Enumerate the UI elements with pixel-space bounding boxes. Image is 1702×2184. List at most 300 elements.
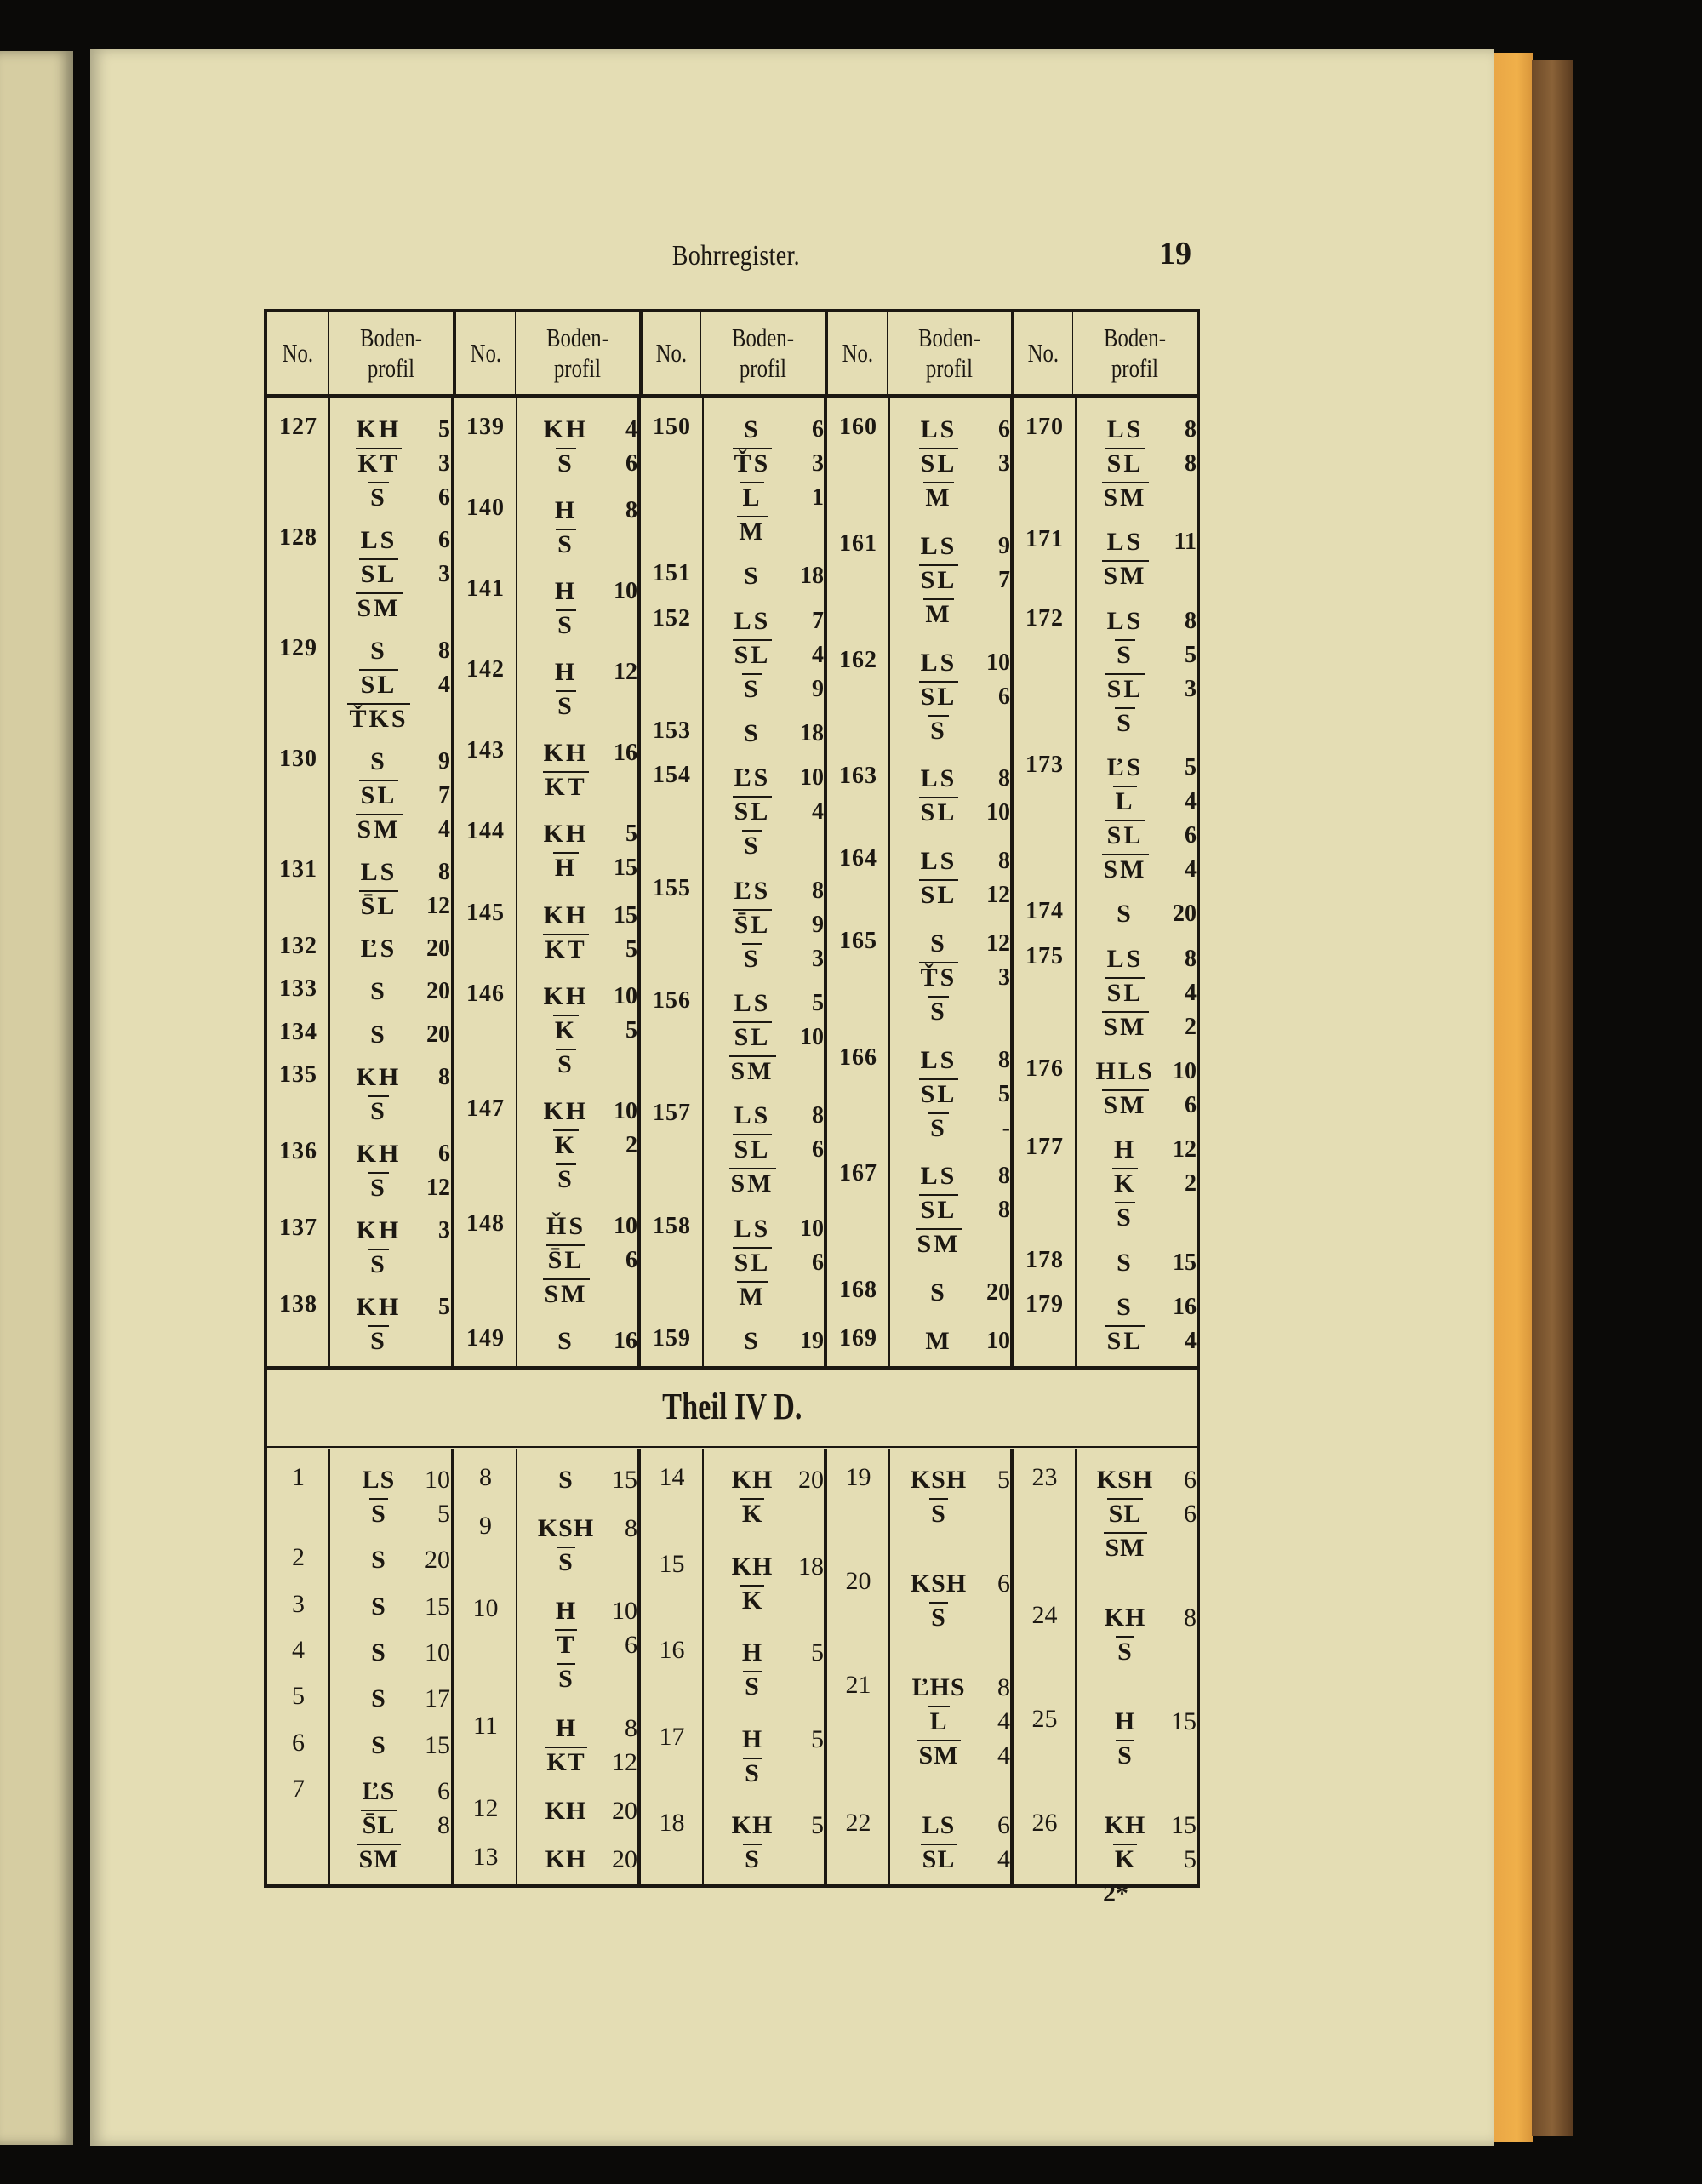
layer-depth: 6 (1184, 1466, 1197, 1494)
layer-depth: 8 (1185, 416, 1197, 443)
profile-layer (341, 478, 451, 512)
boring-number: 5 (292, 1682, 305, 1711)
layer-depth: 9 (812, 911, 824, 938)
layer-name (901, 649, 976, 677)
layer-depth: 8 (1184, 1604, 1197, 1632)
layer-depth: 18 (800, 563, 824, 590)
profile-layer (901, 1273, 1010, 1307)
soil-profile (1076, 410, 1197, 512)
column-group (824, 1449, 1010, 1884)
table-row (267, 972, 451, 1006)
boring-number: 137 (279, 1214, 317, 1241)
facing-page-edge (0, 51, 73, 2145)
layer-code: S (370, 747, 387, 776)
profile-layer (528, 1792, 637, 1826)
table-row (267, 1587, 451, 1621)
layer-name (341, 814, 416, 844)
layer-name (901, 962, 976, 992)
profile-layer (715, 758, 824, 792)
layer-code: S̄L (362, 1810, 396, 1839)
layer-code: LS (920, 1162, 957, 1191)
layer-name (341, 977, 416, 1006)
profile-layer (715, 602, 824, 636)
layer-name (341, 1021, 416, 1049)
table-row (641, 602, 824, 704)
layer-name (528, 1663, 603, 1694)
soil-profile (703, 410, 824, 546)
table-row (454, 653, 637, 721)
layer-code: SL (920, 1079, 957, 1108)
soil-profile (329, 1587, 451, 1621)
soil-profile (1076, 1702, 1197, 1770)
soil-profile (329, 1058, 451, 1126)
layer-code: SL (1106, 674, 1144, 703)
table-row (1014, 748, 1197, 884)
profile-layer (901, 1322, 1010, 1356)
soil-profile (703, 1720, 824, 1788)
layer-depth: 5 (812, 989, 824, 1016)
soil-profile (889, 924, 1010, 1026)
layer-name (715, 909, 790, 940)
table-row (641, 758, 824, 860)
layer-depth: 5 (811, 1638, 824, 1667)
profile-layer (901, 1495, 1010, 1529)
soil-profile (703, 714, 824, 748)
layer-code: S (557, 1049, 574, 1078)
layer-code: S̄L (547, 1245, 585, 1274)
boring-number: 16 (659, 1636, 685, 1664)
boring-number: 179 (1025, 1290, 1064, 1318)
signature-mark: 2* (1103, 1879, 1128, 1907)
layer-depth: 3 (438, 450, 450, 477)
layer-name (715, 1638, 790, 1667)
table-row (267, 1726, 451, 1760)
column-group (267, 398, 451, 1366)
layer-name (901, 1498, 976, 1529)
boring-number: 130 (279, 746, 317, 773)
layer-depth: 6 (625, 1631, 637, 1660)
layer-depth: 2 (625, 1131, 637, 1158)
section-title-text: Theil IV D. (661, 1385, 802, 1427)
soil-profile (329, 1288, 451, 1356)
table-row (827, 410, 1010, 512)
profile-layer (1088, 636, 1197, 670)
layer-name (715, 1215, 790, 1244)
profile-layer (1088, 478, 1197, 512)
profile-layer (1088, 444, 1197, 478)
boring-number: 149 (466, 1324, 505, 1352)
layer-code: LS (360, 526, 397, 555)
boring-number: 128 (279, 524, 317, 552)
layer-code: S̄L (734, 910, 771, 939)
layer-name (715, 1281, 790, 1312)
table-row (454, 1322, 637, 1356)
layer-name (528, 934, 603, 964)
layer-name (1088, 639, 1162, 670)
layer-name (341, 1172, 416, 1203)
profile-layer (1088, 1806, 1197, 1840)
layer-code: SL (734, 1022, 771, 1051)
boring-number: 21 (845, 1671, 871, 1699)
layer-code: KT (546, 1747, 585, 1776)
layer-code: S (931, 1604, 946, 1632)
layer-name (715, 448, 790, 478)
layer-code: T (557, 1631, 575, 1660)
layer-depth: 5 (1184, 1845, 1197, 1873)
boring-number: 22 (845, 1809, 871, 1837)
layer-name (901, 482, 976, 512)
soil-profile (703, 1096, 824, 1198)
header-profile-label: Boden-profil (1104, 323, 1167, 383)
layer-depth: 17 (425, 1684, 450, 1713)
soil-profile (329, 929, 451, 963)
boring-number: 129 (279, 635, 317, 662)
profile-layer (1088, 974, 1197, 1008)
layer-code: SM (730, 1169, 774, 1198)
layer-code: K (1113, 1169, 1137, 1198)
profile-layer (1088, 1736, 1197, 1770)
layer-depth: 10 (612, 1597, 637, 1626)
layer-code: S (371, 1546, 386, 1575)
table-row (1014, 1598, 1197, 1667)
table-row (1014, 1806, 1197, 1874)
layer-code: SL (734, 1135, 771, 1164)
layer-code: S (1117, 1638, 1133, 1666)
layer-code: LS (920, 531, 957, 560)
profile-layer (715, 1244, 824, 1278)
profile-layer (715, 1840, 824, 1874)
layer-code: S (744, 674, 761, 703)
layer-depth: 4 (1185, 855, 1197, 883)
profile-layer (715, 1754, 824, 1788)
layer-name (1088, 448, 1162, 478)
table-row (267, 1679, 451, 1713)
layer-name (715, 1247, 790, 1278)
boring-number: 175 (1025, 942, 1064, 969)
layer-depth: 5 (811, 1811, 824, 1839)
profile-layer (715, 444, 824, 478)
profile-layer (901, 842, 1010, 876)
layer-name (901, 1811, 976, 1840)
layer-depth: 5 (437, 1500, 450, 1528)
profile-layer (528, 734, 637, 768)
soil-profile (329, 853, 451, 921)
profile-layer (341, 1058, 451, 1092)
layer-code: H (554, 577, 578, 606)
table-row (1014, 523, 1197, 591)
layer-depth: 6 (438, 484, 450, 511)
profile-layer (901, 759, 1010, 793)
layer-name (341, 890, 416, 921)
header-profile (887, 312, 1011, 394)
layer-depth: 15 (612, 1466, 637, 1494)
profile-layer (341, 700, 451, 734)
layer-depth: 5 (438, 416, 450, 443)
table-row (827, 527, 1010, 629)
layer-name (528, 1049, 603, 1079)
layer-depth: 6 (997, 1811, 1010, 1839)
layer-name (715, 1168, 790, 1198)
layer-name (1088, 1325, 1162, 1356)
soil-profile (1076, 895, 1197, 929)
profile-layer (715, 1164, 824, 1198)
soil-profile (329, 1211, 451, 1279)
soil-profile (1076, 1461, 1197, 1563)
layer-name (341, 637, 416, 666)
layer-code: LS (360, 858, 397, 887)
table-row (641, 1547, 824, 1615)
boring-number: 173 (1025, 751, 1064, 778)
layer-code: S (370, 977, 387, 1006)
layer-code: S (744, 562, 761, 591)
boring-number: 151 (653, 560, 691, 587)
layer-code: SL (734, 798, 771, 826)
profile-layer (341, 444, 451, 478)
layer-name (901, 847, 976, 876)
soil-profile (703, 557, 824, 591)
layer-name (715, 1101, 790, 1130)
layer-name (901, 1228, 976, 1259)
soil-profile (329, 632, 451, 734)
profile-layer (715, 1495, 824, 1529)
soil-profile (517, 572, 637, 640)
profile-layer (1088, 1288, 1197, 1322)
header-profile (515, 312, 639, 394)
layer-code: S (557, 449, 574, 477)
profile-layer (528, 1543, 637, 1577)
profile-layer (528, 815, 637, 849)
soil-profile (1076, 1598, 1197, 1667)
profile-layer (1088, 748, 1197, 782)
header-no-label: No. (1027, 338, 1059, 368)
layer-name (528, 1244, 603, 1275)
layer-name (901, 1046, 976, 1075)
layer-code: KH (1104, 1811, 1146, 1839)
profile-layer (341, 1587, 451, 1621)
layer-code: S (931, 1500, 946, 1528)
layer-name (528, 577, 603, 606)
layer-depth: 8 (998, 1163, 1010, 1190)
layer-code: S (558, 1548, 574, 1577)
layer-name (1088, 1249, 1162, 1278)
layer-code: S (370, 1326, 387, 1355)
layer-name (901, 797, 976, 827)
soil-profile (703, 1461, 824, 1529)
layer-depth: 15 (425, 1592, 450, 1621)
boring-number: 152 (653, 604, 691, 632)
profile-layer (715, 1581, 824, 1615)
layer-name (341, 1216, 416, 1245)
column-group (267, 1449, 451, 1884)
layer-depth: 20 (986, 1279, 1010, 1306)
layer-name (528, 1547, 603, 1577)
layer-code: SL (360, 781, 397, 810)
profile-layer (528, 1660, 637, 1694)
layer-depth: 5 (1185, 753, 1197, 780)
header-profile-label: Boden-profil (545, 323, 608, 383)
soil-profile (889, 1157, 1010, 1259)
layer-depth: 9 (438, 748, 450, 775)
layer-code: SM (917, 1230, 961, 1259)
boring-number: 148 (466, 1209, 505, 1237)
boring-number: 144 (466, 818, 505, 845)
table-row (267, 521, 451, 623)
profile-layer (715, 1461, 824, 1495)
profile-layer (341, 1135, 451, 1169)
layer-code: KH (543, 739, 589, 768)
layer-name (715, 1327, 790, 1356)
header-no (639, 312, 700, 394)
boring-number: 172 (1025, 604, 1064, 632)
profile-layer (528, 653, 637, 687)
layer-depth: 7 (812, 607, 824, 634)
layer-depth: - (1002, 1114, 1010, 1141)
profile-layer (341, 666, 451, 700)
layer-name (1088, 854, 1162, 884)
layer-name (528, 739, 603, 768)
soil-profile (517, 1509, 637, 1577)
soil-profile (1076, 523, 1197, 591)
profile-layer (901, 793, 1010, 827)
soil-profile (517, 491, 637, 559)
layer-depth: 8 (812, 1102, 824, 1129)
column-group (451, 1449, 637, 1884)
layer-depth: 7 (998, 566, 1010, 593)
layer-code: SL (920, 449, 957, 477)
layer-name (341, 858, 416, 887)
profile-layer (341, 1092, 451, 1126)
layer-code: S (557, 1326, 574, 1355)
profile-layer (901, 410, 1010, 444)
profile-layer (1088, 895, 1197, 929)
layer-depth: 20 (425, 1546, 450, 1575)
layer-depth: 8 (812, 877, 824, 904)
profile-layer (341, 1015, 451, 1049)
profile-layer (341, 632, 451, 666)
soil-profile (1076, 602, 1197, 738)
profile-layer (528, 572, 637, 606)
boring-number: 139 (466, 414, 505, 440)
boring-number: 140 (466, 495, 505, 522)
layer-depth: 5 (998, 1080, 1010, 1107)
profile-layer (901, 561, 1010, 595)
layer-name (528, 1097, 603, 1126)
layer-depth: 6 (625, 1246, 637, 1273)
layer-depth: 6 (812, 1249, 824, 1276)
boring-number: 10 (472, 1594, 499, 1623)
header-profile (1072, 312, 1197, 394)
column-group (637, 1449, 824, 1884)
profile-layer (1088, 1008, 1197, 1042)
layer-code: LS (1106, 944, 1144, 973)
soil-profile (703, 1547, 824, 1615)
layer-name (528, 820, 603, 849)
profile-layer (1088, 1495, 1197, 1529)
layer-code: K (741, 1500, 763, 1528)
layer-depth: 15 (614, 855, 637, 882)
layer-name (1088, 1089, 1162, 1120)
layer-depth: 8 (998, 1046, 1010, 1073)
layer-depth: 8 (625, 1514, 637, 1543)
layer-code: LS (734, 606, 771, 635)
profile-layer (528, 1126, 637, 1160)
layer-code: H (554, 496, 578, 525)
layer-name (715, 1055, 790, 1086)
layer-code: ĽS (360, 935, 397, 963)
layer-depth: 10 (986, 649, 1010, 676)
profile-layer (1088, 602, 1197, 636)
profile-layer (1088, 782, 1197, 816)
layer-code: ĽS (734, 876, 771, 905)
layer-code: SM (918, 1741, 959, 1769)
layer-name (528, 609, 603, 640)
soil-profile (703, 1633, 824, 1701)
profile-layer (528, 525, 637, 559)
layer-depth: 8 (997, 1673, 1010, 1701)
layer-code: KSH (910, 1466, 968, 1494)
layer-code: S (930, 1113, 947, 1142)
profile-layer (901, 1668, 1010, 1702)
profile-layer (715, 636, 824, 670)
soil-profile (329, 1015, 451, 1049)
layer-name (341, 1844, 416, 1874)
layer-code: SL (1106, 978, 1144, 1007)
soil-profile (329, 1633, 451, 1667)
profile-layer (715, 1130, 824, 1164)
layer-depth: 10 (800, 1023, 824, 1050)
table-row (641, 1096, 824, 1198)
layer-code: KH (356, 415, 402, 443)
layer-depth: 4 (1185, 979, 1197, 1006)
boring-number: 143 (466, 737, 505, 764)
profile-layer (341, 1211, 451, 1245)
profile-layer (528, 1592, 637, 1626)
profile-layer (341, 1679, 451, 1713)
layer-name (901, 929, 976, 958)
table-row (827, 1157, 1010, 1259)
layer-code: S (371, 1730, 386, 1759)
soil-profile (517, 653, 637, 721)
layer-code: S (930, 929, 947, 958)
layer-name (341, 703, 416, 734)
layer-depth: 6 (997, 1569, 1010, 1598)
table-row (1014, 1052, 1197, 1120)
layer-code: S (371, 1500, 386, 1528)
layer-name (341, 780, 416, 810)
profile-layer (715, 557, 824, 591)
layer-depth: 15 (1171, 1811, 1197, 1839)
layer-code: S (370, 637, 387, 666)
layer-code: S (744, 1326, 761, 1355)
table-row (454, 1592, 637, 1694)
layer-name (715, 1134, 790, 1164)
profile-layer (1088, 557, 1197, 591)
layer-code: S (557, 530, 574, 559)
profile-layer (715, 1209, 824, 1244)
profile-layer (528, 444, 637, 478)
boring-number: 171 (1025, 526, 1064, 553)
layer-name (1088, 900, 1162, 929)
boring-number: 135 (279, 1061, 317, 1088)
layer-code: SL (734, 1248, 771, 1277)
profile-layer (901, 1109, 1010, 1143)
boring-number: 174 (1025, 898, 1064, 925)
layer-code: S (1117, 1741, 1133, 1769)
header-no-label: No. (655, 338, 688, 368)
profile-layer (715, 1806, 824, 1840)
table-row (1014, 940, 1197, 1042)
layer-code: ĽHS (911, 1673, 966, 1701)
